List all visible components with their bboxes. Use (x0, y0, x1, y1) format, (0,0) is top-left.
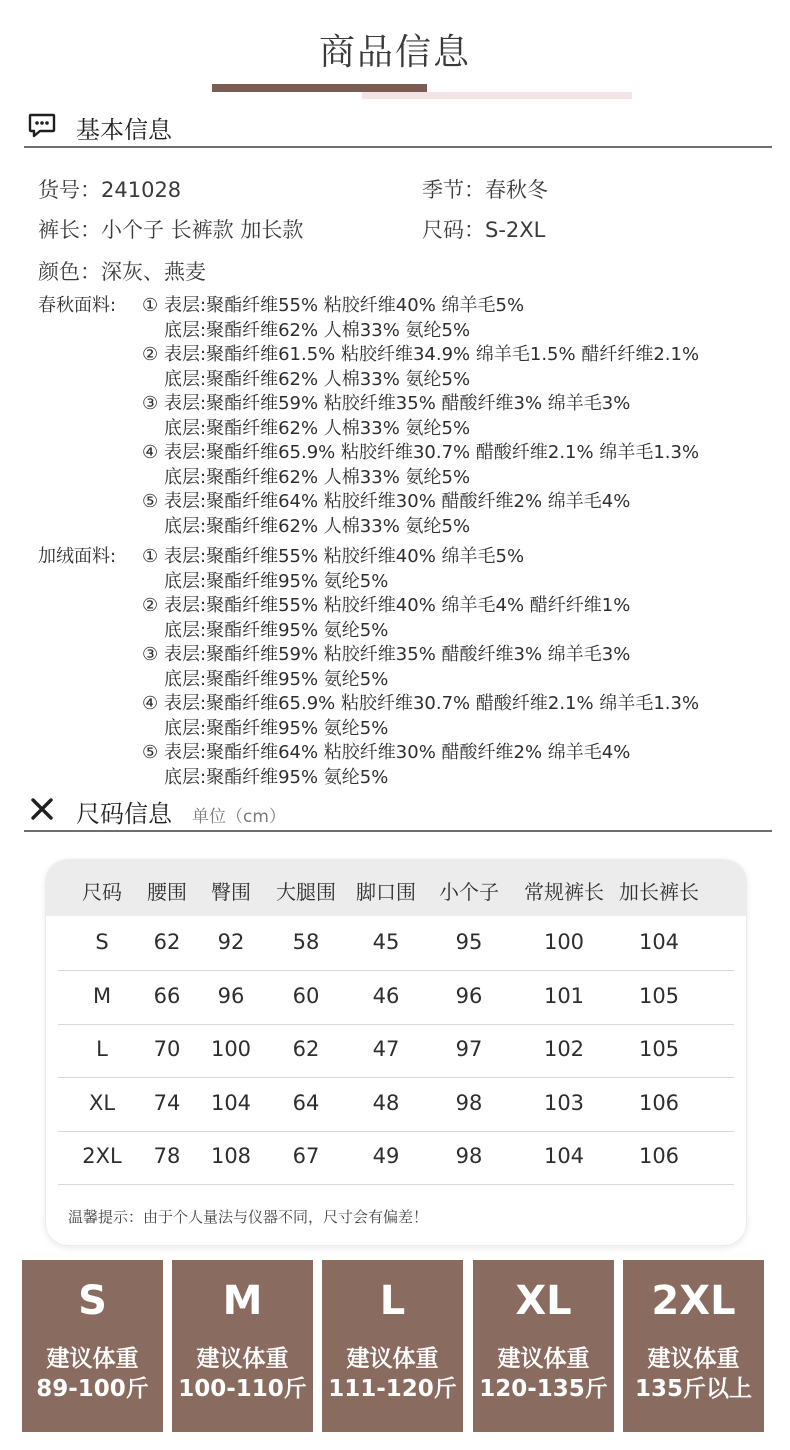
fabric-option-number (142, 417, 164, 442)
fabric-row (38, 466, 699, 491)
fabric-category-label: 加绒面料: (38, 546, 117, 567)
fabric-category-label (38, 643, 142, 668)
weight-box-range: 100-110斤 (178, 1376, 307, 1402)
fabric-row (38, 619, 699, 644)
table-cell: 70 (153, 1037, 181, 1061)
weight-box-label: 建议体重 (196, 1346, 289, 1372)
fabric-row (38, 319, 699, 344)
weight-box (322, 1260, 463, 1432)
table-header-cell: 腰围 (147, 880, 187, 904)
weight-box-range: 120-135斤 (479, 1376, 608, 1402)
weight-box-size: 2XL (651, 1278, 736, 1324)
table-cell: 62 (292, 1037, 320, 1061)
spring-fabric-list (38, 294, 699, 539)
fabric-category-label (38, 619, 142, 644)
table-cell: 47 (372, 1037, 400, 1061)
weight-box-size: XL (515, 1278, 572, 1324)
fabric-row (38, 515, 699, 540)
fleece-fabric-list (38, 545, 699, 790)
table-cell: L (96, 1037, 108, 1061)
table-row-divider (58, 1024, 734, 1025)
table-cell: 67 (292, 1144, 320, 1168)
table-row-divider (58, 1131, 734, 1132)
fabric-row (38, 417, 699, 442)
table-header-cell: 脚口围 (356, 880, 416, 904)
table-cell: 46 (372, 983, 400, 1008)
season: 季节：春秋冬 (422, 178, 548, 202)
table-row-divider (58, 970, 734, 971)
weight-box-size: M (222, 1278, 263, 1324)
fabric-option-number: ④ (142, 693, 159, 714)
table-cell: 104 (210, 1090, 252, 1115)
size-unit: 单位（cm） (192, 807, 286, 827)
table-header-cell: 臀围 (211, 880, 251, 904)
fabric-option-number: ② (142, 595, 159, 616)
fabric-row (38, 490, 699, 515)
size-table (46, 860, 746, 1245)
fabric-option-number: ② (142, 344, 159, 365)
weight-box-label: 建议体重 (497, 1346, 590, 1372)
table-header-cell: 常规裤长 (524, 880, 604, 904)
fabric-row (38, 570, 699, 595)
fabric-category-label (38, 570, 142, 595)
fabric-composition: 底层:聚酯纤维95% 氨纶5% (164, 766, 389, 788)
basic-info-heading: 基本信息 (76, 116, 172, 144)
fabric-composition: 底层:聚酯纤维62% 人棉33% 氨纶5% (164, 466, 471, 488)
fabric-composition: 表层:聚酯纤维55% 粘胶纤维40% 绵羊毛4% 醋纤纤维1% (164, 595, 631, 616)
table-cell: 45 (372, 930, 400, 954)
weight-box-label: 建议体重 (647, 1346, 740, 1372)
weight-box-range: 135斤以上 (634, 1376, 752, 1402)
fabric-composition: 表层:聚酯纤维61.5% 粘胶纤维34.9% 绵羊毛1.5% 醋纤纤维2.1% (164, 344, 700, 365)
table-cell: 62 (153, 930, 181, 954)
table-cell: 105 (638, 983, 680, 1008)
fabric-option-number (142, 319, 164, 344)
fabric-row (38, 643, 699, 668)
table-row-divider (58, 1077, 734, 1078)
table-header-cell: 加长裤长 (619, 880, 699, 904)
table-cell: 2XL (82, 1144, 122, 1168)
table-cell: 66 (153, 983, 181, 1008)
fabric-row (38, 766, 699, 791)
fabric-composition: 表层:聚酯纤维64% 粘胶纤维30% 醋酸纤维2% 绵羊毛4% (164, 491, 631, 512)
basic-info-header (24, 108, 772, 148)
fabric-option-number: ⑤ (142, 742, 159, 763)
fabric-category-label (38, 466, 142, 491)
weight-box-size: L (379, 1278, 406, 1324)
title-underline-dark (212, 84, 427, 92)
table-cell: 97 (455, 1037, 483, 1061)
table-cell: 108 (210, 1144, 252, 1168)
fabric-row (38, 594, 699, 619)
table-cell: 106 (638, 1090, 680, 1115)
table-cell: 102 (543, 1037, 585, 1061)
table-cell: XL (88, 1090, 116, 1115)
fabric-category-label (38, 417, 142, 442)
table-cell: 103 (543, 1090, 585, 1115)
fabric-row (38, 392, 699, 417)
fabric-option-number (142, 619, 164, 644)
fabric-composition: 底层:聚酯纤维62% 人棉33% 氨纶5% (164, 417, 471, 439)
fabric-row (38, 441, 699, 466)
size-tip: 温馨提示：由于个人量法与仪器不同，尺寸会有偏差！ (68, 1208, 429, 1226)
fabric-composition: 表层:聚酯纤维64% 粘胶纤维30% 醋酸纤维2% 绵羊毛4% (164, 742, 631, 763)
item-number: 货号：241028 (38, 178, 182, 202)
fabric-category-label (38, 319, 142, 344)
fabric-row (38, 368, 699, 393)
fabric-row (38, 741, 699, 766)
colors: 颜色：深灰、燕麦 (38, 260, 206, 284)
table-cell: 98 (455, 1090, 483, 1115)
table-cell: 106 (638, 1144, 680, 1168)
table-cell: 58 (292, 930, 320, 954)
weight-box-range: 89-100斤 (36, 1376, 149, 1402)
fabric-category-label (38, 741, 142, 766)
table-cell: 98 (455, 1144, 483, 1168)
table-cell: 101 (543, 983, 585, 1008)
fabric-category-label (38, 594, 142, 619)
fabric-category-label: 春秋面料: (38, 295, 117, 316)
table-cell: 100 (210, 1037, 252, 1061)
fabric-category-label (38, 515, 142, 540)
fabric-row (38, 343, 699, 368)
fabric-composition: 表层:聚酯纤维55% 粘胶纤维40% 绵羊毛5% (164, 295, 525, 316)
weight-box-label: 建议体重 (346, 1346, 439, 1372)
table-cell: 92 (217, 930, 245, 954)
table-cell: 96 (455, 983, 483, 1008)
fabric-category-label (38, 692, 142, 717)
table-cell: M (92, 983, 112, 1008)
fabric-option-number (142, 368, 164, 393)
table-cell: 95 (455, 930, 483, 954)
weight-box (473, 1260, 614, 1432)
fabric-option-number: ⑤ (142, 491, 159, 512)
table-header-cell: 尺码 (82, 880, 122, 904)
table-header-cell: 大腿围 (276, 880, 336, 904)
fabric-category-label (38, 441, 142, 466)
cross-icon (28, 796, 56, 822)
table-header-cell: 小个子 (439, 880, 499, 904)
size-info-heading: 尺码信息 (76, 800, 172, 828)
weight-box (623, 1260, 764, 1432)
table-cell: 49 (372, 1144, 400, 1168)
fabric-category-label (38, 766, 142, 791)
fabric-composition: 表层:聚酯纤维65.9% 粘胶纤维30.7% 醋酸纤维2.1% 绵羊毛1.3% (164, 442, 700, 463)
fabric-option-number: ③ (142, 393, 159, 414)
fabric-row (38, 692, 699, 717)
fabric-composition: 底层:聚酯纤维62% 人棉33% 氨纶5% (164, 319, 471, 341)
weight-box-size: S (78, 1278, 107, 1324)
weight-box-range: 111-120斤 (328, 1376, 457, 1402)
fabric-category-label (38, 392, 142, 417)
size-info-header (24, 792, 772, 832)
fabric-option-number (142, 515, 164, 540)
table-cell: 60 (292, 983, 320, 1008)
fabric-option-number: ① (142, 546, 159, 567)
weight-box (22, 1260, 163, 1432)
weight-box (172, 1260, 313, 1432)
table-cell: 104 (638, 930, 680, 954)
chat-bubble-icon (28, 112, 56, 138)
fabric-row (38, 545, 699, 570)
fabric-composition: 表层:聚酯纤维55% 粘胶纤维40% 绵羊毛5% (164, 546, 525, 567)
table-row-divider (58, 1184, 734, 1185)
fabric-option-number: ④ (142, 442, 159, 463)
fabric-composition: 底层:聚酯纤维95% 氨纶5% (164, 619, 389, 641)
size-range: 尺码：S-2XL (422, 218, 546, 242)
page-title: 商品信息 (318, 32, 471, 73)
fabric-composition: 底层:聚酯纤维62% 人棉33% 氨纶5% (164, 515, 471, 537)
fabric-option-number (142, 717, 164, 742)
fabric-row (38, 668, 699, 693)
fabric-option-number (142, 668, 164, 693)
fabric-option-number: ① (142, 295, 159, 316)
table-cell: 64 (292, 1090, 320, 1115)
table-cell: 100 (543, 930, 585, 954)
fabric-category-label (38, 717, 142, 742)
fabric-composition: 表层:聚酯纤维59% 粘胶纤维35% 醋酸纤维3% 绵羊毛3% (164, 644, 631, 665)
table-cell: 96 (217, 983, 245, 1008)
fabric-option-number: ③ (142, 644, 159, 665)
fabric-option-number (142, 766, 164, 791)
pants-length: 裤长：小个子 长裤款 加长款 (38, 218, 304, 242)
fabric-category-label (38, 343, 142, 368)
fabric-composition: 表层:聚酯纤维59% 粘胶纤维35% 醋酸纤维3% 绵羊毛3% (164, 393, 631, 414)
table-cell: S (95, 930, 109, 954)
table-cell: 74 (153, 1090, 181, 1115)
fabric-row (38, 717, 699, 742)
fabric-composition: 底层:聚酯纤维95% 氨纶5% (164, 668, 389, 690)
table-cell: 104 (543, 1144, 585, 1168)
weight-box-label: 建议体重 (46, 1346, 139, 1372)
fabric-composition: 底层:聚酯纤维62% 人棉33% 氨纶5% (164, 368, 471, 390)
table-cell: 105 (638, 1037, 680, 1061)
table-cell: 48 (372, 1090, 400, 1115)
table-cell: 78 (153, 1144, 181, 1168)
fabric-composition: 表层:聚酯纤维65.9% 粘胶纤维30.7% 醋酸纤维2.1% 绵羊毛1.3% (164, 693, 700, 714)
fabric-composition: 底层:聚酯纤维95% 氨纶5% (164, 717, 389, 739)
fabric-option-number (142, 466, 164, 491)
fabric-category-label (38, 668, 142, 693)
fabric-option-number (142, 570, 164, 595)
fabric-category-label (38, 368, 142, 393)
fabric-category-label (38, 490, 142, 515)
fabric-composition: 底层:聚酯纤维95% 氨纶5% (164, 570, 389, 592)
title-underline-light (362, 92, 632, 99)
fabric-row (38, 294, 699, 319)
